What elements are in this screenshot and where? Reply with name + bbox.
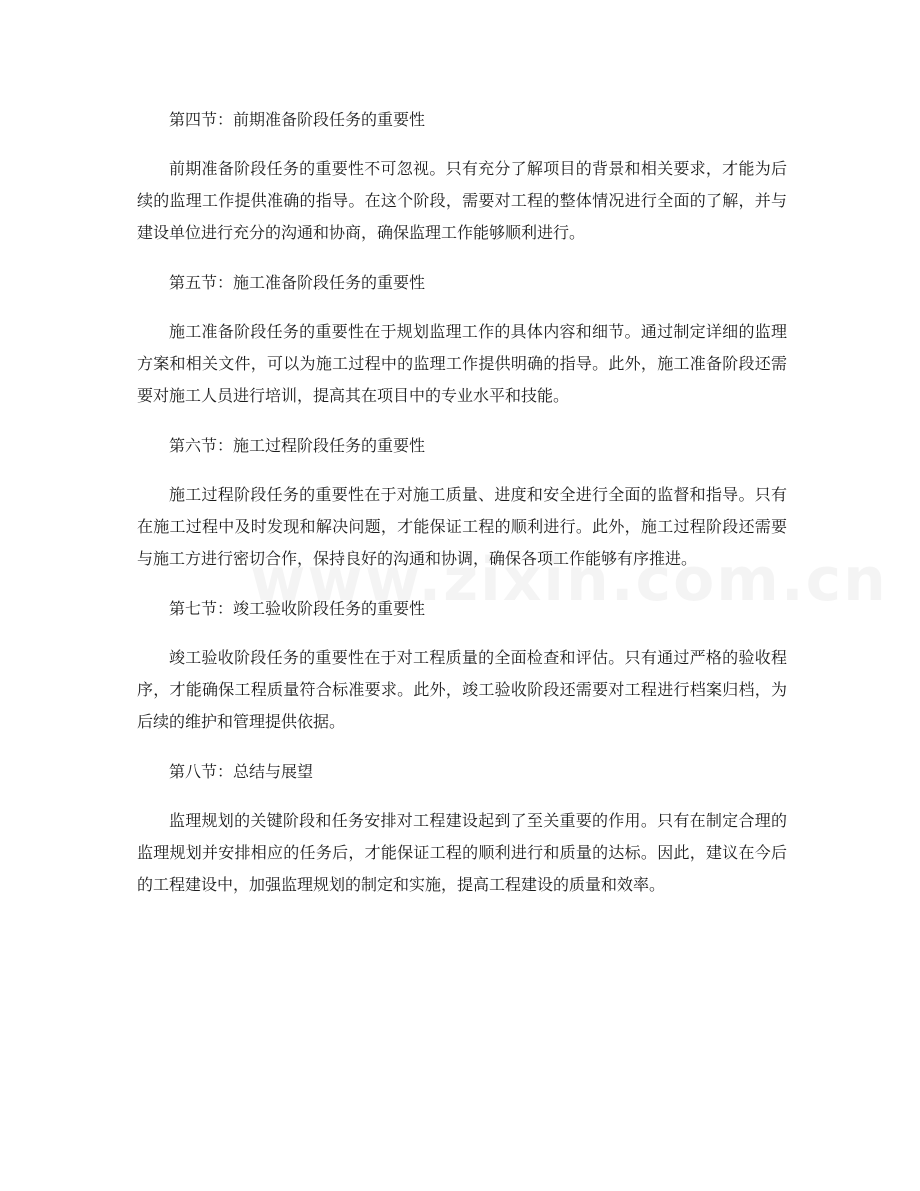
section-heading-7: 第七节：竣工验收阶段任务的重要性 (169, 599, 426, 618)
document-content (137, 104, 787, 919)
section-heading-4: 第四节：前期准备阶段任务的重要性 (169, 110, 426, 129)
section-body-5: 施工准备阶段任务的重要性在于规划监理工作的具体内容和细节。通过制定详细的监理方案和相关文件，可以为施工过程中的监理工作提供明确的指导。此外，施工准备阶段还需要对施工人员进行培训，提高其在项目中的专业水平和技能。 (137, 322, 787, 405)
section-body-6: 施工过程阶段任务的重要性在于对施工质量、进度和安全进行全面的监督和指导。只有在施工过程中及时发现和解决问题，才能保证工程的顺利进行。此外，施工过程阶段还需要与施工方进行密切合作，保持良好的沟通和协调，确保各项工作能够有序推进。 (137, 485, 787, 568)
section-heading-5: 第五节：施工准备阶段任务的重要性 (169, 273, 426, 292)
section-heading-6: 第六节：施工过程阶段任务的重要性 (169, 436, 426, 455)
section-heading-8: 第八节：总结与展望 (169, 762, 314, 781)
section-body-7: 竣工验收阶段任务的重要性在于对工程质量的全面检查和评估。只有通过严格的验收程序，才能确保工程质量符合标准要求。此外，竣工验收阶段还需要对工程进行档案归档，为后续的维护和管理提供依据。 (137, 648, 787, 731)
section-body-4: 前期准备阶段任务的重要性不可忽视。只有充分了解项目的背景和相关要求，才能为后续的监理工作提供准确的指导。在这个阶段，需要对工程的整体情况进行全面的了解，并与建设单位进行充分的沟通和协商，确保监理工作能够顺利进行。 (137, 159, 787, 242)
section-body-8: 监理规划的关键阶段和任务安排对工程建设起到了至关重要的作用。只有在制定合理的监理规划并安排相应的任务后，才能保证工程的顺利进行和质量的达标。因此，建议在今后的工程建设中，加强监理规划的制定和实施，提高工程建设的质量和效率。 (137, 811, 787, 894)
